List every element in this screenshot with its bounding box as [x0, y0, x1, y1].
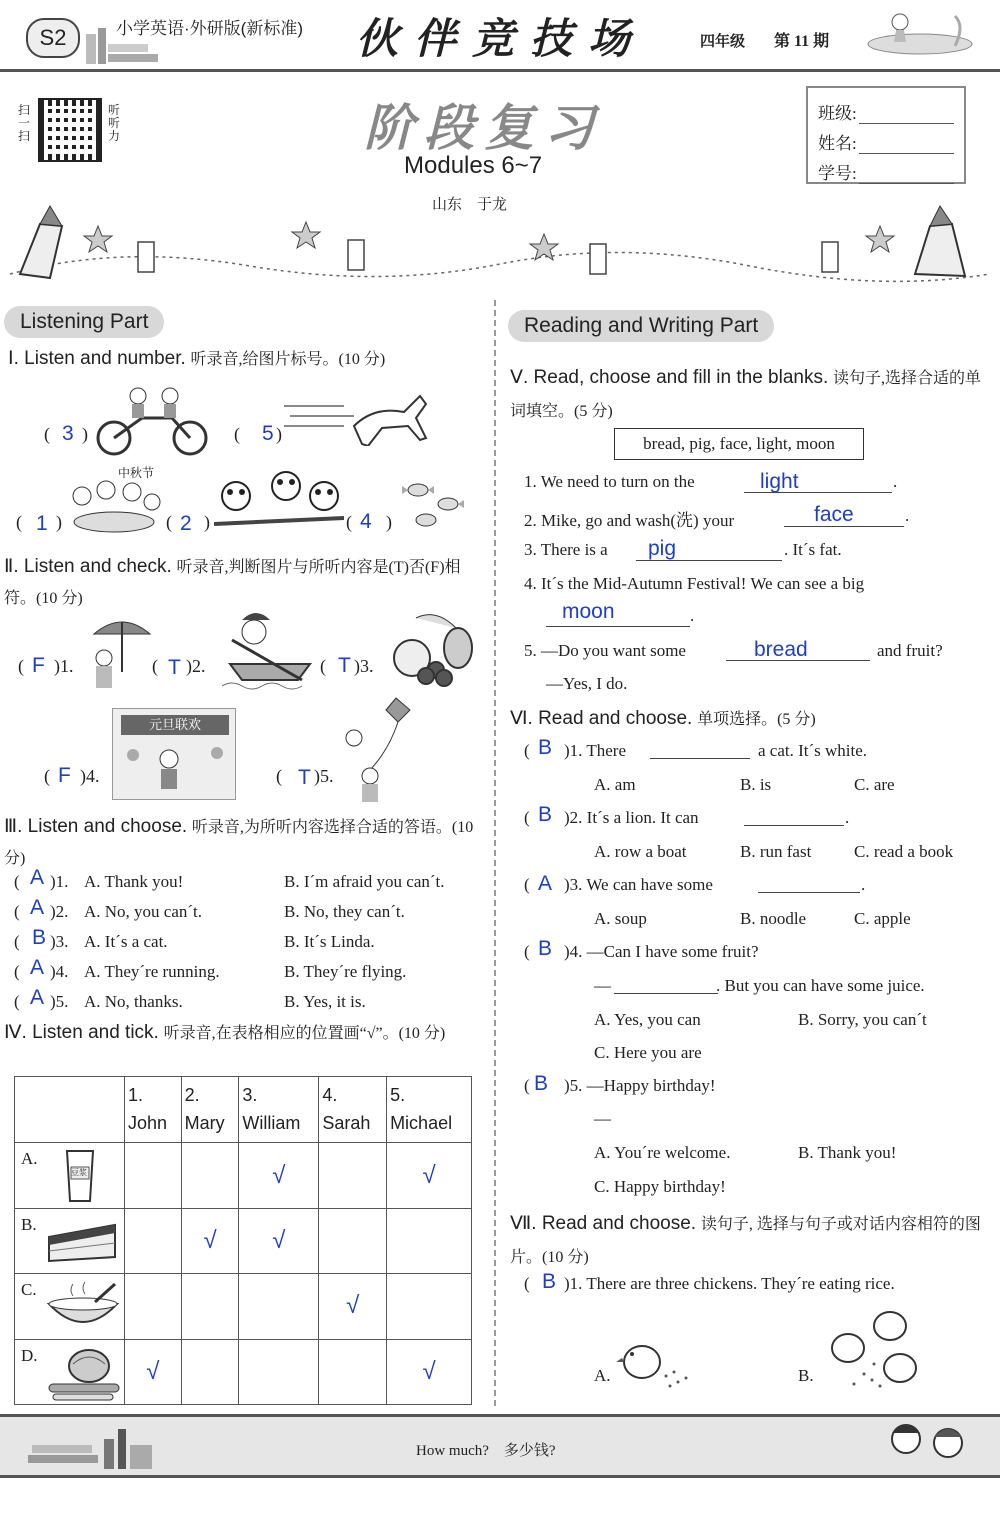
- q6-blank: [614, 993, 718, 994]
- table-row: [15, 1208, 472, 1273]
- class-label: 班级:: [818, 104, 857, 123]
- q1-bracket: (: [346, 512, 352, 532]
- q5-instruction: 读句子,选择合适的单词填空。(5 分): [510, 370, 982, 420]
- girl-on-plane-icon: [860, 6, 990, 68]
- tick-cell[interactable]: √: [387, 1339, 472, 1404]
- q3-item-number: )1.: [50, 872, 69, 891]
- q6-instruction: 单项选择。(5 分): [697, 711, 816, 728]
- q6-item-4-question: )4. —Can I have some fruit?: [564, 942, 759, 961]
- kite-boy-icon: [340, 694, 416, 804]
- q3-item-number: )2.: [50, 902, 69, 921]
- q7-option-b-label: B.: [798, 1366, 814, 1385]
- tick-cell[interactable]: [239, 1339, 319, 1404]
- rowing-boat-icon: [222, 610, 318, 690]
- issue-label: 第 11 期: [774, 33, 830, 50]
- tick-cell[interactable]: [181, 1339, 239, 1404]
- tick-cell[interactable]: [387, 1208, 472, 1273]
- star-icon: [292, 222, 320, 248]
- q6-item-3-question: )3. We can have some: [564, 875, 713, 894]
- q5-sentence-2: 2. Mike, go and wash(洗) your: [524, 511, 735, 530]
- q7-option-a-label: A.: [594, 1366, 611, 1385]
- q7-heading: [510, 1208, 992, 1274]
- q3-2-option-b: B. No, they can´t.: [284, 902, 405, 921]
- series-title: 小学英语·外研版(新标准): [116, 19, 303, 38]
- q1-instruction: 听录音,给图片标号。(10 分): [190, 351, 386, 368]
- family-dinner-icon: [64, 478, 164, 540]
- q1-answer-1[interactable]: 3: [62, 422, 74, 445]
- q5-answer-5[interactable]: bread: [754, 638, 808, 661]
- qr-code[interactable]: [38, 98, 102, 162]
- running-horse-icon: [284, 386, 440, 446]
- q6-3-option-b: B. noodle: [740, 909, 807, 928]
- cake-slice-icon: [45, 1217, 121, 1267]
- q5-sentence-5-reply: —Yes, I do.: [546, 674, 628, 693]
- column-divider: [494, 300, 496, 1406]
- q6-4-option-a: A. Yes, you can: [594, 1010, 701, 1029]
- q4-instruction: 听录音,在表格相应的位置画“√”。(10 分): [163, 1025, 446, 1042]
- tick-cell[interactable]: √: [181, 1208, 239, 1273]
- q2-heading: [4, 552, 488, 614]
- column-header: 5. Michael: [387, 1077, 472, 1143]
- pencil-icon: [915, 206, 965, 276]
- q6-period: .: [861, 875, 866, 894]
- q2-answer-4[interactable]: F: [58, 764, 71, 787]
- pencil-icon: [20, 206, 62, 278]
- q5-sentence-3-end: . It´s fat.: [784, 540, 842, 559]
- row-label: D.: [15, 1339, 125, 1404]
- class-field[interactable]: [859, 104, 954, 124]
- q6-3-option-a: A. soup: [594, 909, 647, 928]
- q5-sentence-3: 3. There is a: [524, 540, 608, 559]
- q5-blank-4[interactable]: [546, 626, 690, 627]
- q1-bracket: ): [386, 512, 392, 532]
- q3-1-option-b: B. I´m afraid you can´t.: [284, 872, 445, 891]
- stationery-icon: [22, 1425, 162, 1475]
- q6-1-option-c: C. are: [854, 775, 895, 794]
- word-bank: bread, pig, face, light, moon: [614, 428, 864, 460]
- three-chickens-picture[interactable]: [824, 1304, 924, 1398]
- scan-label: 扫一扫: [18, 103, 31, 143]
- singing-boy-icon: [113, 709, 237, 801]
- q3-instruction: 听录音,为所听内容选择合适的答语。(10 分): [4, 819, 474, 867]
- tick-cell[interactable]: [125, 1208, 182, 1273]
- q1-bracket: (: [234, 424, 240, 444]
- q1-bracket: (: [16, 512, 22, 532]
- pandas-icon: [214, 470, 344, 534]
- q6-period: .: [845, 808, 850, 827]
- number-field[interactable]: [859, 164, 954, 184]
- soup-bowl-icon: [45, 1280, 121, 1334]
- q1-bracket: (: [44, 424, 50, 444]
- q5-answer-1[interactable]: light: [760, 470, 799, 493]
- name-field[interactable]: [859, 134, 954, 154]
- q2-answer-3[interactable]: T: [338, 654, 351, 677]
- small-pencil-icon: [138, 242, 154, 272]
- q6-item-4-question-end: . But you can have some juice.: [716, 976, 925, 995]
- soymilk-label: 豆浆: [71, 1168, 87, 1178]
- q3-1-option-a: A. Thank you!: [84, 872, 184, 891]
- number-label: 学号:: [818, 164, 857, 183]
- party-picture: [112, 708, 236, 800]
- q2-answer-2[interactable]: T: [168, 656, 181, 679]
- brand-title: 伙伴竞技场: [356, 17, 647, 63]
- q2-item-4-number: )4.: [80, 766, 100, 786]
- q6-5-option-b: B. Thank you!: [798, 1143, 897, 1162]
- q1-title: Ⅰ. Listen and number.: [8, 348, 186, 369]
- q2-answer-5[interactable]: T: [298, 766, 311, 789]
- q3-answer-5[interactable]: A: [30, 986, 45, 1009]
- grade-label: 四年级: [700, 34, 746, 50]
- tick-cell[interactable]: √: [125, 1339, 182, 1404]
- pencil-banner: [0, 204, 1000, 290]
- q6-heading: [510, 706, 992, 730]
- tick-cell[interactable]: [319, 1143, 387, 1208]
- q3-answer-2[interactable]: A: [30, 896, 45, 919]
- q5-answer-4[interactable]: moon: [562, 600, 615, 623]
- page-title: 阶段复习: [364, 100, 604, 156]
- q6-item-1-question: )1. There: [564, 741, 626, 760]
- small-pencil-icon: [822, 242, 838, 272]
- q6-title: Ⅵ. Read and choose.: [510, 708, 693, 729]
- tick-cell[interactable]: [181, 1143, 239, 1208]
- q6-4-option-b: B. Sorry, you can´t: [798, 1010, 927, 1029]
- q6-1-option-a: A. am: [594, 775, 636, 794]
- q6-item-1-question-end: a cat. It´s white.: [758, 741, 868, 760]
- page-footer: [0, 1414, 1000, 1478]
- q3-answer-1[interactable]: A: [30, 866, 45, 889]
- tick-cell[interactable]: √: [319, 1274, 387, 1339]
- q6-answer-5[interactable]: B: [534, 1072, 549, 1095]
- q6-answer-4[interactable]: B: [538, 937, 553, 960]
- q7-item-1-question: )1. There are three chickens. They´re eating rice.: [564, 1274, 895, 1293]
- small-pencil-icon: [348, 240, 364, 270]
- q5-period: .: [690, 606, 695, 625]
- q2-item-1-number: )1.: [54, 656, 74, 676]
- q6-item-4-dash: —: [594, 976, 611, 995]
- q5-sentence-5-end: and fruit?: [877, 641, 943, 660]
- q5-heading: [510, 362, 992, 428]
- q2-bracket: (: [320, 656, 326, 676]
- q6-item-5-dash: —: [594, 1109, 611, 1128]
- tick-cell[interactable]: [125, 1274, 182, 1339]
- q6-answer-2[interactable]: B: [538, 803, 553, 826]
- q5-sentence-5: 5. —Do you want some: [524, 641, 686, 660]
- name-label: 姓名:: [818, 134, 857, 153]
- q5-sentence-4: 4. It´s the Mid-Autumn Festival! We can see a big: [524, 574, 865, 593]
- q3-answer-4[interactable]: A: [30, 956, 45, 979]
- page-tag: S2: [26, 18, 80, 58]
- row-label: C.: [15, 1274, 125, 1339]
- reading-part-label: Reading and Writing Part: [508, 310, 774, 342]
- q1-bracket: ): [204, 512, 210, 532]
- q2-item-3-number: )3.: [354, 656, 374, 676]
- small-pencil-icon: [590, 244, 606, 274]
- tick-cell[interactable]: √: [239, 1208, 319, 1273]
- q2-item-2-number: )2.: [186, 656, 206, 676]
- q1-bracket: ): [82, 424, 88, 444]
- q2-item-5-number: )5.: [314, 766, 334, 786]
- page-header: [0, 0, 1000, 72]
- tandem-bike-icon: [92, 378, 212, 458]
- column-header: 3. William: [239, 1077, 319, 1143]
- table-row: [15, 1339, 472, 1404]
- q2-bracket: (: [276, 766, 282, 786]
- q4-title: Ⅳ. Listen and tick.: [4, 1022, 159, 1043]
- tick-table: [14, 1076, 472, 1405]
- footer-caption: How much? 多少钱?: [416, 1443, 556, 1459]
- q1-heading: [8, 346, 488, 370]
- q5-answer-3[interactable]: pig: [648, 537, 677, 560]
- q6-4-option-c: C. Here you are: [594, 1043, 702, 1062]
- q2-bracket: (: [18, 656, 24, 676]
- column-header: 2. Mary: [181, 1077, 239, 1143]
- vegetables-icon: [43, 1344, 123, 1404]
- q1-answer-3[interactable]: 1: [36, 512, 48, 535]
- q6-3-option-c: C. apple: [854, 909, 911, 928]
- listening-part-label: Listening Part: [4, 306, 164, 338]
- table-row: [15, 1143, 472, 1208]
- kids-icon: [876, 1419, 986, 1477]
- q3-4-option-a: A. They´re running.: [84, 962, 220, 981]
- q1-answer-4[interactable]: 2: [180, 512, 192, 535]
- q6-blank: [758, 892, 860, 893]
- q6-5-option-c: C. Happy birthday!: [594, 1177, 726, 1196]
- q6-2-option-a: A. row a boat: [594, 842, 687, 861]
- q3-answer-3[interactable]: B: [32, 926, 47, 949]
- q6-1-option-b: B. is: [740, 775, 772, 794]
- umbrella-girl-icon: [84, 612, 154, 692]
- party-banner-text: 元旦联欢: [121, 715, 229, 735]
- listen-label: 听听力: [108, 103, 121, 143]
- q6-5-option-a: A. You´re welcome.: [594, 1143, 731, 1162]
- q4-heading: [4, 1018, 488, 1049]
- q3-title: Ⅲ. Listen and choose.: [4, 816, 188, 837]
- q3-heading: [4, 812, 488, 874]
- q2-bracket: (: [152, 656, 158, 676]
- q7-answer-1[interactable]: B: [542, 1270, 557, 1293]
- q1-answer-2[interactable]: 5: [262, 422, 274, 445]
- q3-item-number: )4.: [50, 962, 69, 981]
- tick-cell[interactable]: [125, 1143, 182, 1208]
- q3-5-option-a: A. No, thanks.: [84, 992, 183, 1011]
- table-row: [15, 1274, 472, 1339]
- q5-answer-2[interactable]: face: [814, 503, 854, 526]
- q5-period: .: [905, 506, 910, 525]
- fruits-icon: [386, 608, 478, 688]
- column-header: 4. Sarah: [319, 1077, 387, 1143]
- column-header: 1. John: [125, 1077, 182, 1143]
- tick-cell[interactable]: [387, 1274, 472, 1339]
- q3-5-option-b: B. Yes, it is.: [284, 992, 366, 1011]
- q2-bracket: (: [44, 766, 50, 786]
- q3-item-number: )3.: [50, 932, 69, 951]
- q5-title: Ⅴ. Read, choose and fill in the blanks.: [510, 367, 829, 388]
- tick-cell[interactable]: [239, 1274, 319, 1339]
- one-chicken-picture[interactable]: [616, 1332, 696, 1394]
- q3-3-option-a: A. It´s a cat.: [84, 932, 168, 951]
- q6-item-5-question: )5. —Happy birthday!: [564, 1076, 716, 1095]
- q3-3-option-b: B. It´s Linda.: [284, 932, 375, 951]
- tick-cell[interactable]: √: [239, 1143, 319, 1208]
- tick-cell[interactable]: [319, 1208, 387, 1273]
- modules-subtitle: Modules 6~7: [404, 152, 543, 179]
- q7-title: Ⅶ. Read and choose.: [510, 1213, 697, 1234]
- q5-sentence-1: 1. We need to turn on the: [524, 472, 695, 491]
- tick-cell[interactable]: √: [387, 1143, 472, 1208]
- candies-icon: [396, 476, 472, 534]
- q1-answer-5[interactable]: 4: [360, 510, 372, 533]
- q3-2-option-a: A. No, you can´t.: [84, 902, 203, 921]
- row-label: A. 豆浆: [15, 1143, 125, 1208]
- q6-blank: [650, 758, 750, 759]
- author-line: 山东 于龙: [432, 197, 508, 213]
- q6-2-option-c: C. read a book: [854, 842, 954, 861]
- student-info-box: [806, 86, 966, 184]
- q1-bracket: ): [276, 424, 282, 444]
- q2-instruction: 听录音,判断图片与所听内容是(T)否(F)相符。(10 分): [4, 559, 461, 607]
- q7-instruction: 读句子, 选择与句子或对话内容相符的图片。(10 分): [510, 1216, 981, 1266]
- q6-blank: [744, 825, 844, 826]
- q1-bracket: (: [166, 512, 172, 532]
- q2-answer-1[interactable]: F: [32, 654, 45, 677]
- q6-2-option-b: B. run fast: [740, 842, 812, 861]
- tick-cell[interactable]: [319, 1339, 387, 1404]
- q6-answer-1[interactable]: B: [538, 736, 553, 759]
- q1-bracket: ): [56, 512, 62, 532]
- festival-label: 中秋节: [118, 466, 155, 480]
- star-icon: [84, 226, 112, 252]
- q3-item-number: )5.: [50, 992, 69, 1011]
- tick-cell[interactable]: [181, 1274, 239, 1339]
- q2-title: Ⅱ. Listen and check.: [4, 556, 172, 577]
- q6-answer-3[interactable]: A: [538, 872, 553, 895]
- row-label: B.: [15, 1208, 125, 1273]
- q6-item-2-question: )2. It´s a lion. It can: [564, 808, 699, 827]
- q5-period: .: [893, 472, 898, 491]
- star-icon: [866, 226, 894, 252]
- q3-4-option-b: B. They´re flying.: [284, 962, 407, 981]
- table-corner: [15, 1077, 125, 1143]
